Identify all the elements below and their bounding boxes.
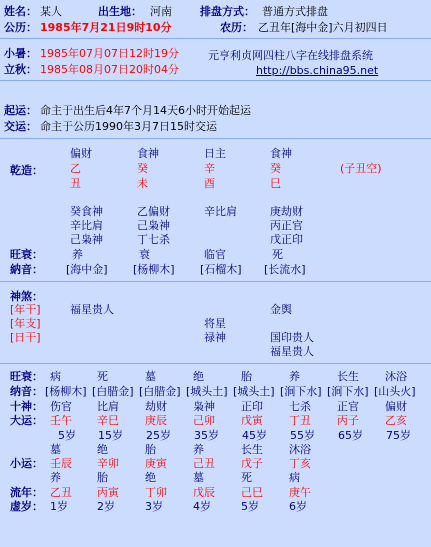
solar-date <box>40 21 172 34</box>
dayun-shishen: 偏财 <box>385 400 407 413</box>
shensha-item: 福星贵人 <box>70 303 114 316</box>
pillar-shishen: 食神 <box>270 147 292 160</box>
xiaoyun-bottom: 墓 <box>193 471 204 484</box>
dayun-age: 35岁 <box>194 429 219 442</box>
dayun-wangshuai: 胎 <box>241 370 252 383</box>
xiaoshu-value: 1985年07月07日12时19分 <box>40 47 179 60</box>
dayun-nayin: [白腊金] <box>139 385 181 398</box>
pillar-wangshuai: 衰 <box>139 248 150 261</box>
dayun-age: 75岁 <box>386 429 411 442</box>
dayun-wangshuai-label: 旺衰： <box>10 370 43 383</box>
divider <box>0 138 431 139</box>
jiaoyun-value: 命主于公历1990年3月7日15时交运 <box>40 120 217 133</box>
dayun-nayin: [涧下水] <box>327 385 369 398</box>
shensha-label: 神煞： <box>10 290 43 303</box>
dayun-shishen: 正官 <box>337 400 359 413</box>
xusui-value: 2岁 <box>97 500 115 513</box>
divider <box>0 363 431 364</box>
xusui-value: 5岁 <box>241 500 259 513</box>
liunian-value: 庚午 <box>289 486 311 499</box>
xiaoyun-label: 小运： <box>10 457 43 470</box>
qianzao-label: 乾造： <box>10 164 43 177</box>
xusui-value: 1岁 <box>50 500 68 513</box>
dayun-ganzhi: 丁丑 <box>289 414 311 427</box>
shensha-row-label: [年干] <box>10 303 41 316</box>
liunian-value: 己巳 <box>241 486 263 499</box>
xiaoyun-value: 庚寅 <box>145 457 167 470</box>
canggan: 戊正印 <box>270 233 303 246</box>
dayun-shishen-label: 十神： <box>10 400 43 413</box>
xusui-label: 虚岁： <box>10 500 43 513</box>
xiaoyun-top: 胎 <box>145 443 156 456</box>
liunian-value: 戊辰 <box>193 486 215 499</box>
dayun-age: 65岁 <box>338 429 363 442</box>
solar-month: 7月 <box>81 21 101 34</box>
pillar-gan: 乙 <box>70 162 81 175</box>
divider <box>0 80 431 81</box>
canggan: 庚劫财 <box>270 205 303 218</box>
pillar-shishen: 食神 <box>137 147 159 160</box>
dayun-nayin: [山头火] <box>374 385 416 398</box>
xiaoyun-top: 沐浴 <box>289 443 311 456</box>
canggan: 辛比肩 <box>70 219 103 232</box>
pillar-nayin: [长流水] <box>264 263 306 276</box>
method-label: 排盘方式： <box>200 5 255 18</box>
shensha-row-label: [年支] <box>10 317 41 330</box>
dayun-ganzhi: 己卯 <box>193 414 215 427</box>
dayun-shishen: 正印 <box>241 400 263 413</box>
canggan: 辛比肩 <box>204 205 237 218</box>
pillar-gan: 癸 <box>270 162 281 175</box>
dayun-ganzhi: 庚辰 <box>145 414 167 427</box>
pillar-zhi: 酉 <box>204 177 215 190</box>
pillar-gan: 辛 <box>204 162 215 175</box>
dayun-wangshuai: 病 <box>50 370 61 383</box>
lunar-label: 农历： <box>220 21 253 34</box>
dayun-nayin: [城头土] <box>186 385 228 398</box>
kong-wang: (子丑空) <box>340 162 382 175</box>
dayun-age: 15岁 <box>98 429 123 442</box>
qiyun-value: 命主于出生后4年7个月14天6小时开始起运 <box>40 104 251 117</box>
name-label: 姓名： <box>4 5 37 18</box>
qiyun-label: 起运： <box>4 104 37 117</box>
dayun-wangshuai: 沐浴 <box>385 370 407 383</box>
pillar-nayin: [海中金] <box>66 263 108 276</box>
pillar-zhi: 丑 <box>70 177 81 190</box>
canggan: 癸食神 <box>70 205 103 218</box>
xiaoyun-bottom: 胎 <box>97 471 108 484</box>
dayun-ganzhi: 壬午 <box>50 414 72 427</box>
method-value: 普通方式排盘 <box>262 5 328 18</box>
xiaoyun-value: 丁亥 <box>289 457 311 470</box>
xiaoyun-value: 戊子 <box>241 457 263 470</box>
solar-day: 21日 <box>100 21 127 34</box>
birthplace-value: 河南 <box>150 5 172 18</box>
shensha-item: 福星贵人 <box>270 345 314 358</box>
liunian-value: 乙丑 <box>50 486 72 499</box>
pillar-gan: 癸 <box>137 162 148 175</box>
lunar-value: 乙丑年[海中金]六月初四日 <box>258 21 388 34</box>
shensha-item: 金舆 <box>270 303 292 316</box>
dayun-label: 大运： <box>10 414 43 427</box>
divider <box>0 38 431 39</box>
xiaoyun-top: 绝 <box>97 443 108 456</box>
solar-year: 1985年 <box>40 21 82 34</box>
birthplace-label: 出生地： <box>98 5 142 18</box>
xiaoyun-value: 己丑 <box>193 457 215 470</box>
pillar-zhi: 未 <box>137 177 148 190</box>
xiaoyun-top: 养 <box>193 443 204 456</box>
dayun-wangshuai: 墓 <box>145 370 156 383</box>
pillar-zhi: 巳 <box>270 177 281 190</box>
nayin-label: 納音： <box>10 263 43 276</box>
canggan: 己枭神 <box>70 233 103 246</box>
dayun-ganzhi: 丙子 <box>337 414 359 427</box>
divider <box>0 281 431 282</box>
shensha-item: 禄神 <box>204 331 226 344</box>
dayun-nayin: [涧下水] <box>280 385 322 398</box>
dayun-wangshuai: 养 <box>289 370 300 383</box>
pillar-wangshuai: 养 <box>72 248 83 261</box>
jiaoyun-label: 交运： <box>4 120 37 133</box>
xiaoyun-bottom: 养 <box>50 471 61 484</box>
dayun-wangshuai: 死 <box>97 370 108 383</box>
site-link[interactable]: http://bbs.china95.net <box>256 64 379 77</box>
dayun-nayin-label: 纳音： <box>10 385 43 398</box>
solar-minute: 10分 <box>145 21 172 34</box>
liqiu-value: 1985年08月07日20时04分 <box>40 63 179 76</box>
dayun-age: 55岁 <box>290 429 315 442</box>
dayun-wangshuai: 长生 <box>337 370 359 383</box>
pillar-shishen: 偏财 <box>70 147 92 160</box>
dayun-ganzhi: 乙亥 <box>385 414 407 427</box>
name-value: 某人 <box>40 5 62 18</box>
dayun-shishen: 伤官 <box>50 400 72 413</box>
xiaoyun-top: 长生 <box>241 443 263 456</box>
canggan: 丁七杀 <box>137 233 170 246</box>
dayun-ganzhi: 戊寅 <box>241 414 263 427</box>
xusui-value: 3岁 <box>145 500 163 513</box>
pillar-wangshuai: 临官 <box>204 248 226 261</box>
dayun-age: 45岁 <box>242 429 267 442</box>
liqiu-label: 立秋： <box>4 63 37 76</box>
xiaoyun-value: 辛卯 <box>97 457 119 470</box>
liunian-value: 丙寅 <box>97 486 119 499</box>
dayun-nayin: [白腊金] <box>92 385 134 398</box>
shensha-row-label: [日干] <box>10 331 41 344</box>
dayun-shishen: 七杀 <box>289 400 311 413</box>
canggan: 乙偏财 <box>137 205 170 218</box>
xusui-value: 4岁 <box>193 500 211 513</box>
site-title: 元亨利贞网四柱八字在线排盘系统 <box>208 49 373 62</box>
shensha-item: 将星 <box>204 317 226 330</box>
xiaoyun-value: 壬辰 <box>50 457 72 470</box>
dayun-nayin: [杨柳木] <box>45 385 87 398</box>
dayun-shishen: 劫财 <box>145 400 167 413</box>
dayun-nayin: [城头土] <box>233 385 275 398</box>
pillar-nayin: [石榴木] <box>200 263 242 276</box>
dayun-ganzhi: 辛巳 <box>97 414 119 427</box>
pillar-shishen: 日主 <box>204 147 226 160</box>
liunian-value: 丁卯 <box>145 486 167 499</box>
liunian-label: 流年： <box>10 486 43 499</box>
solar-label: 公历： <box>4 21 37 34</box>
xiaoshu-label: 小暑： <box>4 47 37 60</box>
canggan: 丙正官 <box>270 219 303 232</box>
xiaoyun-bottom: 绝 <box>145 471 156 484</box>
dayun-shishen: 比肩 <box>97 400 119 413</box>
xiaoyun-top: 墓 <box>50 443 61 456</box>
pillar-wangshuai: 死 <box>272 248 283 261</box>
wangshuai-label: 旺衰： <box>10 248 43 261</box>
dayun-age: 5岁 <box>58 429 76 442</box>
xiaoyun-bottom: 病 <box>289 471 300 484</box>
dayun-shishen: 枭神 <box>193 400 215 413</box>
xusui-value: 6岁 <box>289 500 307 513</box>
pillar-nayin: [杨柳木] <box>133 263 175 276</box>
dayun-age: 25岁 <box>146 429 171 442</box>
solar-hour: 9时 <box>126 21 146 34</box>
canggan: 己枭神 <box>137 219 170 232</box>
shensha-item: 国印贵人 <box>270 331 314 344</box>
dayun-wangshuai: 绝 <box>193 370 204 383</box>
xiaoyun-bottom: 死 <box>241 471 252 484</box>
